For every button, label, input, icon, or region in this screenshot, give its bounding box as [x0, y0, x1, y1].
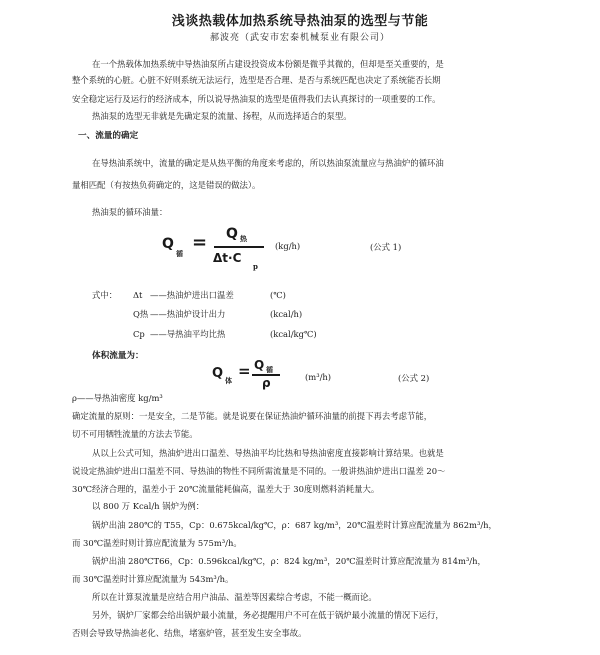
body-line-12: 另外，锅炉厂家都会给出锅炉最小流量，务必提醒用户不可在低于锅炉最小流量的情况下运行， — [92, 610, 444, 620]
body-line-13: 否则会导致导热油老化、结焦，堵塞炉管，甚至发生安全事故。 — [72, 628, 307, 638]
body-line-9: 锅炉出油 280℃T66，Cp：0.596kcal/kg℃，ρ：824 kg/m³，20℃温差时计算应配流量为 814m³/h， — [92, 556, 486, 566]
def-desc-3: ——导热油平均比热 — [150, 329, 226, 339]
section1-line-2: 量相匹配（有按热负荷确定的，这是错误的做法）。 — [72, 180, 261, 190]
formula1-denominator-sub: p — [253, 262, 258, 271]
formula1-equals: = — [192, 232, 208, 253]
formula1-fraction-bar — [214, 246, 264, 248]
formula1-tag: (公式 1) — [370, 242, 402, 252]
circulation-label: 热油泵的循环油量： — [92, 207, 168, 217]
formula1-numerator: Q — [226, 226, 238, 242]
formula2-lhs-sub: 体 — [225, 376, 232, 385]
intro-line-3: 安全稳定运行及运行的经济成本，所以说导热油泵的选型是值得我们去认真探讨的一项重要的工作。 — [72, 94, 441, 104]
def-sym-2: Q热 — [133, 309, 149, 319]
intro-line-1: 在一个热载体加热系统中导热油泵所占建设投资成本份额是微乎其微的，但却是至关重要的，是 — [92, 59, 444, 69]
body-line-5: 30℃经济合理的，温差小于 20℃流量能耗偏高，温差大于 30度则燃料消耗量大。 — [72, 484, 380, 494]
body-line-10: 而 30℃温差时计算应配流量为 543m³/h。 — [72, 574, 234, 584]
formula2-tag: (公式 2) — [398, 373, 430, 383]
formula1-denominator: Δt·C — [213, 251, 242, 265]
def-unit-3: (kcal/kg℃) — [270, 329, 317, 339]
def-sym-3: Cp — [133, 329, 145, 339]
def-unit-1: (℃) — [270, 290, 286, 300]
formula2-numerator-sub: 循 — [266, 365, 273, 374]
body-line-11: 所以在计算泵流量是应结合用户油品、温差等因素综合考虑，不能一概而论。 — [92, 592, 377, 602]
intro-line-4: 热油泵的选型无非就是先确定泵的流量、扬程，从而选择适合的泵型。 — [92, 111, 352, 121]
document-title: 浅谈热载体加热系统导热油泵的选型与节能 — [171, 14, 429, 29]
rho-definition: ρ——导热油密度 kg/m³ — [72, 393, 163, 403]
formula1-unit: (kg/h) — [275, 241, 301, 251]
section-heading-flow: 一、流量的确定 — [78, 131, 139, 141]
formula1-numerator-sub: 热 — [240, 234, 247, 243]
formula2-lhs: Q — [212, 366, 224, 381]
body-line-2: 切不可用牺牲流量的方法去节能。 — [72, 429, 198, 439]
formula1-lhs: Q — [162, 236, 174, 252]
body-line-4: 说设定热油炉进出口温差不同、导热油的物性不同所需流量是不同的。一般讲热油炉进出口温差 20～ — [72, 466, 446, 476]
def-desc-2: ——热油炉设计出力 — [150, 309, 226, 319]
formula1-lhs-sub: 循 — [176, 249, 183, 258]
body-line-3: 从以上公式可知，热油炉进出口温差、导热油平均比热和导热油密度直接影响计算结果。也就是 — [92, 448, 444, 458]
def-sym-1: Δt — [133, 290, 143, 300]
def-unit-2: (kcal/h) — [270, 309, 303, 319]
intro-line-2: 整个系统的心脏。心脏不好则系统无法运行，选型是否合理、是否与系统匹配也决定了系统能否长期 — [72, 75, 441, 85]
document-author: 郝波亮（武安市宏泰机械泵业有限公司） — [209, 33, 390, 43]
section1-line-1: 在导热油系统中，流量的确定是从热平衡的角度来考虑的，所以热油泵流量应与热油炉的循环油 — [92, 158, 444, 168]
body-line-7: 锅炉出油 280℃的 T55，Cp：0.675kcal/kg℃，ρ：687 kg/m³，20℃温差时计算应配流量为 862m³/h， — [92, 520, 497, 530]
formula2-numerator: Q — [254, 358, 265, 372]
formula2-equals: = — [238, 362, 251, 380]
body-line-8: 而 30℃温差时则计算应配流量为 575m³/h。 — [72, 538, 242, 548]
def-desc-1: ——热油炉进出口温差 — [150, 290, 234, 300]
body-line-6: 以 800 万 Kcal/h 锅炉为例： — [92, 501, 205, 511]
where-label: 式中： — [92, 290, 118, 300]
volume-label: 体积流量为： — [92, 351, 144, 361]
body-line-1: 确定流量的原则：一是安全，二是节能。就是说要在保证热油炉循环油量的前提下再去考虑节能， — [72, 411, 433, 421]
formula2-denominator: ρ — [262, 376, 271, 390]
formula2-unit: (m³/h) — [305, 372, 332, 382]
